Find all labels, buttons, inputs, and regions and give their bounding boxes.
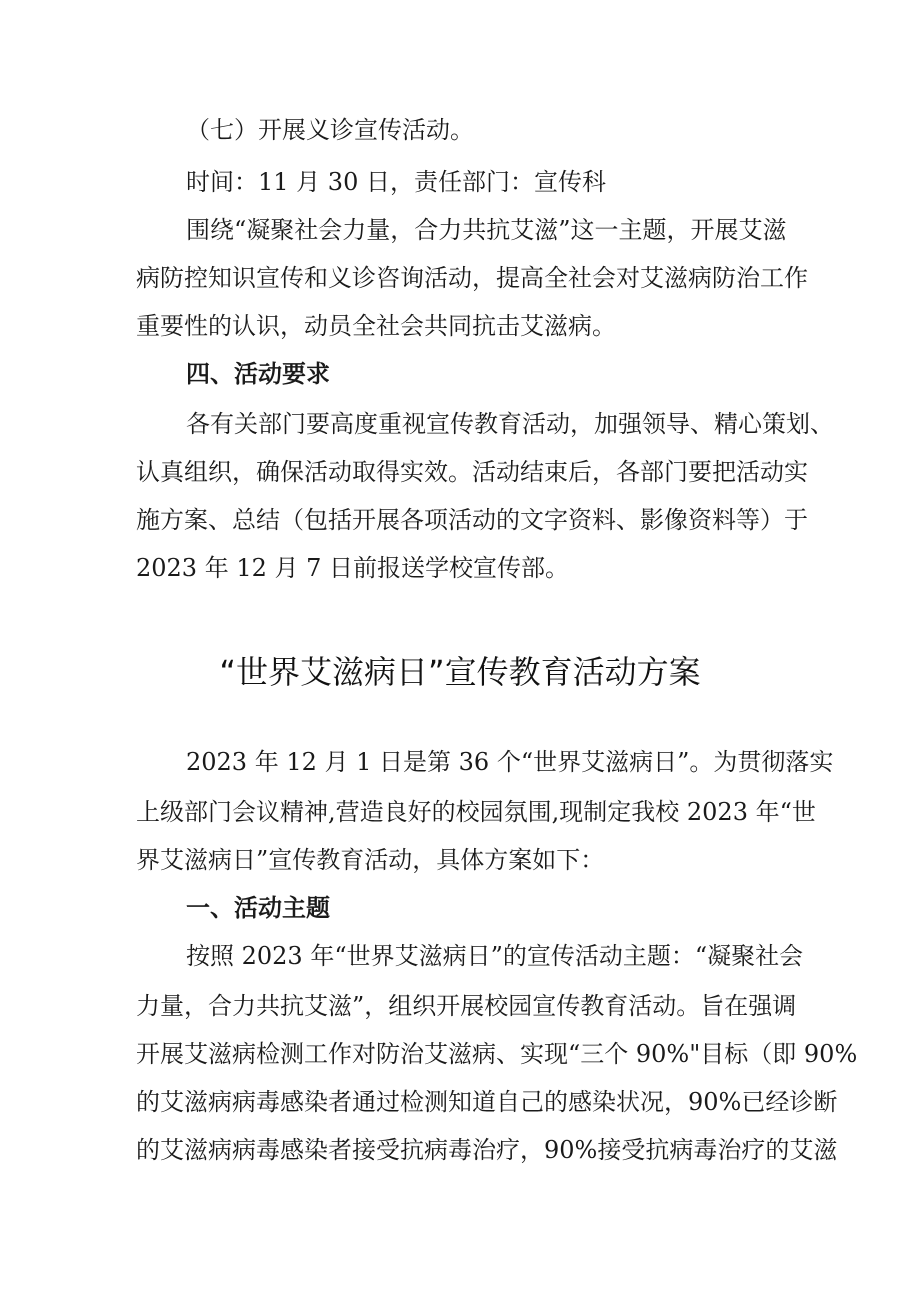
paragraph-line: 界艾滋病日”宣传教育活动，具体方案如下： [136,846,605,874]
paragraph-line: 重要性的认识，动员全社会共同抗击艾滋病。 [136,312,616,340]
paragraph-line: 病防控知识宣传和义诊咨询活动，提高全社会对艾滋病防治工作 [136,264,808,292]
paragraph-line: 的艾滋病病毒感染者通过检测知道自己的感染状况，90%已经诊断 [136,1088,838,1116]
paragraph-line: 2023 年 12 月 7 日前报送学校宣传部。 [136,554,570,582]
paragraph-line: 各有关部门要高度重视宣传教育活动，加强领导、精心策划、 [186,410,834,438]
paragraph-line: 的艾滋病病毒感染者接受抗病毒治疗，90%接受抗病毒治疗的艾滋 [136,1136,838,1164]
paragraph-line: 认真组织，确保活动取得实效。活动结束后，各部门要把活动实 [136,458,808,486]
document-title: “世界艾滋病日”宣传教育活动方案 [219,653,701,691]
paragraph-line: 力量，合力共抗艾滋”，组织开展校园宣传教育活动。旨在强调 [136,992,797,1020]
paragraph-line: 按照 2023 年“世界艾滋病日”的宣传活动主题：“凝聚社会 [186,942,804,970]
paragraph-line: 围绕“凝聚社会力量，合力共抗艾滋”这一主题，开展艾滋 [186,216,787,244]
paragraph-line: 开展艾滋病检测工作对防治艾滋病、实现“三个 90%"目标（即 90% [136,1040,858,1068]
section-heading-seven: （七）开展义诊宣传活动。 [186,116,474,144]
section-heading-requirements: 四、活动要求 [186,360,330,388]
paragraph-line: 上级部门会议精神,营造良好的校园氛围,现制定我校 2023 年“世 [136,798,816,826]
paragraph-line: 施方案、总结（包括开展各项活动的文字资料、影像资料等）于 [136,506,808,534]
paragraph-line: 2023 年 12 月 1 日是第 36 个“世界艾滋病日”。为贯彻落实 [186,748,834,776]
section-heading-theme: 一、活动主题 [186,894,330,922]
section-meta-line: 时间：11 月 30 日，责任部门：宣传科 [186,168,606,196]
